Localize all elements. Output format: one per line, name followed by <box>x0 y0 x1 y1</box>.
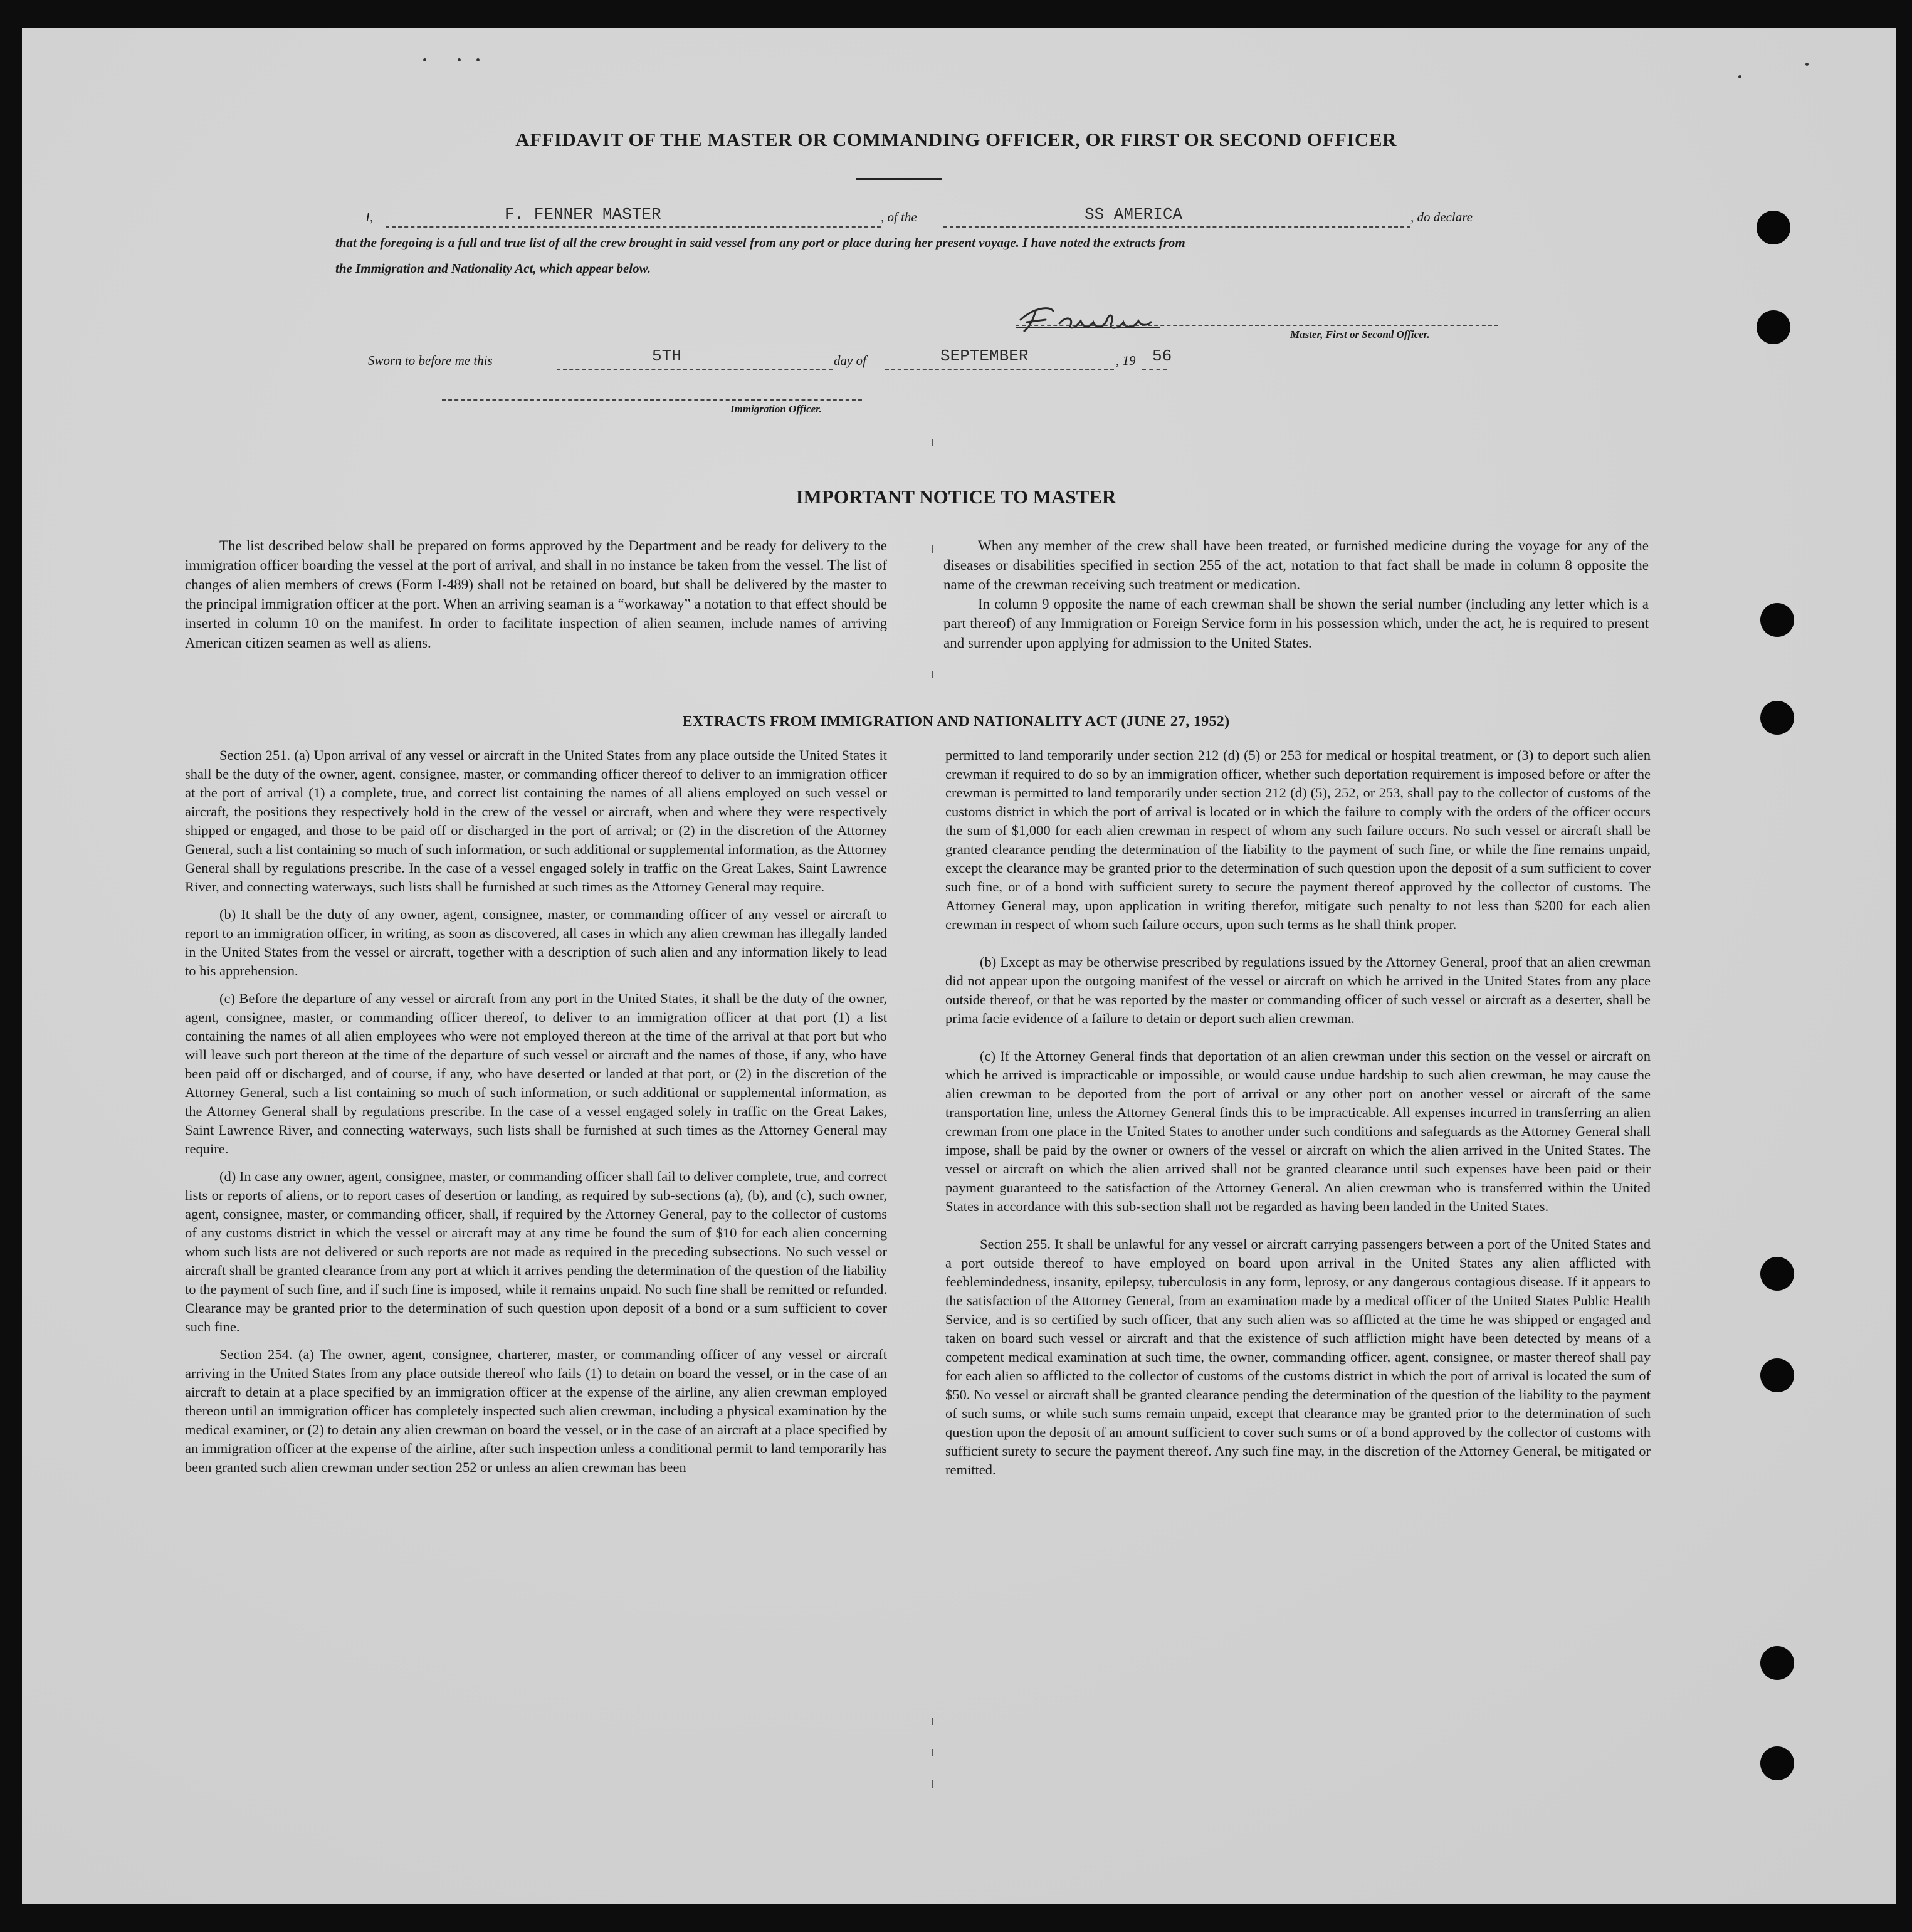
extracts-right-column <box>945 746 1651 1488</box>
sworn-label: Sworn to before me this <box>368 353 493 368</box>
sworn-month: SEPTEMBER <box>940 347 1029 365</box>
year-line <box>1142 369 1167 370</box>
binder-hole <box>1760 1646 1794 1680</box>
officer-name-line <box>386 226 881 228</box>
section-254a-continued: permitted to land temporarily under section 212 (d) (5) or 253 for medical or hospital treatment, or (3) to deport such alien crewman if required to do so by an immigration officer, whether such deportation requirement is imposed before or after the crewman is permitted to land temporarily under section 212 (d) (5), 252, or 253, shall pay to the collector of customs of the customs district in which the port of arrival is located or in which the failure to comply with the orders of the officer occurs the sum of $1,000 for each alien crewman in respect of whom any such failure occurs. No such vessel or aircraft shall be granted clearance pending the determination of the liability to the payment of such fine, or while the fine remains unpaid, except the clearance may be granted prior to the determination of such question upon the deposit of a sum sufficient to cover such fine, or of a bond with sufficient surety to secure the payment thereof approved by the collector of customs. The Attorney General may, upon application in writing therefor, mitigate such penalty to not less than $200 for each alien crewman in respect of whom such failure occurs, upon such terms as he shall think proper. <box>945 747 1651 932</box>
binder-hole <box>1757 211 1790 244</box>
affidavit-title: AFFIDAVIT OF THE MASTER OR COMMANDING OFFICER, OR FIRST OR SECOND OFFICER <box>515 129 1397 150</box>
do-declare-label: , do declare <box>1410 209 1473 224</box>
notice-left-column <box>185 536 887 661</box>
section-251a: Section 251. (a) Upon arrival of any vessel or aircraft in the United States from any place outside the United States it shall be the duty of the owner, agent, consignee, master, or commanding officer thereof to deliver to an immigration officer at the port of arrival (1) a complete, true, and correct list containing the names of all aliens employed on such vessel or aircraft, the positions they respectively hold in the crew of the vessel or aircraft, when and where they were respectively shipped or engaged, and those to be paid off or discharged in the port of arrival; or (2) in the discretion of the Attorney General, such a list containing so much of such information, or such additional or supplemental information, as the Attorney General shall by regulations prescribe. In the case of a vessel engaged solely in traffic on the Great Lakes, Saint Lawrence River, and connecting waterways, such lists shall be furnished at such times as the Attorney General may require. <box>185 747 887 895</box>
speck <box>423 58 426 61</box>
affidavit-body-line-2: the Immigration and Nationality Act, which appear below. <box>335 261 651 276</box>
notice-right-paragraph-2: In column 9 opposite the name of each crewman shall be shown the serial number (including any letter which is a part thereof) of any Immigration or Foreign Service form in his possession which, under the act, he is required to present and surrender upon applying for admission to the United States. <box>943 596 1649 651</box>
speck <box>1805 63 1809 66</box>
day-of-label: day of <box>834 353 866 368</box>
binder-hole <box>1760 1746 1794 1780</box>
speck <box>1738 75 1741 78</box>
signature-line <box>1016 325 1498 326</box>
binder-hole <box>1760 1257 1794 1291</box>
sworn-month-line <box>885 369 1114 370</box>
column-tick <box>932 439 933 446</box>
extracts-left-column <box>185 746 887 1486</box>
of-the-label: , of the <box>881 209 917 224</box>
sworn-day: 5TH <box>652 347 681 365</box>
column-tick <box>932 671 933 678</box>
sworn-year: 56 <box>1152 347 1172 365</box>
column-tick <box>932 1780 933 1788</box>
section-251b: (b) It shall be the duty of any owner, agent, consignee, master, or commanding officer of any vessel or aircraft to report to an immigration officer, in writing, as soon as discovered, all cases in which any alien crewman has illegally landed in the United States from the vessel or aircraft, together with a description of such alien and any information likely to lead to his apprehension. <box>185 906 887 979</box>
speck <box>458 58 461 61</box>
binder-hole <box>1757 310 1790 344</box>
handwritten-signature <box>1016 301 1197 339</box>
vessel-name-line <box>943 226 1410 228</box>
notice-right-paragraph-1: When any member of the crew shall have been treated, or furnished medicine during the voyage for any of the diseases or disabilities specified in section 255 of the act, notation to that fact shall be made in column 8 opposite the name of the crewman receiving such treatment or medication. <box>943 538 1649 592</box>
extracts-title: EXTRACTS FROM IMMIGRATION AND NATIONALITY ACT (JUNE 27, 1952) <box>682 713 1230 730</box>
affidavit-body <box>335 230 1558 281</box>
affidavit-body-line-1: that the foregoing is a full and true list of all the crew brought in said vessel from any port or place during her present voyage. I have noted the extracts from <box>335 235 1185 250</box>
notice-title: IMPORTANT NOTICE TO MASTER <box>796 486 1116 508</box>
binder-hole <box>1760 603 1794 637</box>
section-254c: (c) If the Attorney General finds that deportation of an alien crewman under this section on the vessel or aircraft on which he arrived is impracticable or impossible, or would cause undue hardship to such alien crewman, he may cause the alien crewman to be deported from the port of arrival or any other port on another vessel or aircraft of the same transportation line, unless the Attorney General finds this to be impracticable. All expenses incurred in transferring an alien crewman from one place in the United States to another under such conditions and safeguards as the Attorney General shall impose, shall be paid by the owner or owners of the vessel or aircraft on which the alien arrived in the United States. The vessel or aircraft on which the alien arrived shall not be granted clearance until such expenses have been paid or their payment guaranteed to the satisfaction of the Attorney General. An alien crewman who is transferred within the United States in accordance with this sub-section shall not be regarded as having been landed in the United States. <box>945 1048 1651 1214</box>
sworn-day-line <box>557 369 833 370</box>
binder-hole <box>1760 1358 1794 1392</box>
section-254a: Section 254. (a) The owner, agent, consignee, charterer, master, or commanding officer of any vessel or aircraft arriving in the United States from any place outside thereof who fails (1) to detain on board the vessel, or in the case of an aircraft to detain at a place specified by an immigration officer at the expense of the airline, any alien crewman employed thereon until an immigration officer has completely inspected such alien crewman, including a physical examination by the medical examiner, or (2) to detain any alien crewman on board the vessel, or in the case of an aircraft at a place specified by an immigration officer at the expense of the airline, after such inspection unless a conditional permit to land temporarily has been granted such alien crewman under section 252 or unless an alien crewman has been <box>185 1347 887 1475</box>
year-prefix: , 19 <box>1116 353 1136 368</box>
title-underline <box>856 178 942 180</box>
column-tick <box>932 1749 933 1756</box>
speck <box>476 58 480 61</box>
vessel-name: SS AMERICA <box>1085 205 1183 224</box>
signer-caption: Master, First or Second Officer. <box>1290 328 1430 340</box>
column-tick <box>932 1718 933 1725</box>
notice-right-column <box>943 536 1649 661</box>
section-255: Section 255. It shall be unlawful for any vessel or aircraft carrying passengers between a port of the United States and a port outside thereof to have employed on board upon arrival in the United States any alien afflicted with feeblemindedness, insanity, epilepsy, tuberculosis in any form, leprosy, or any dangerous contagious disease. If it appears to the satisfaction of the Attorney General, from an examination made by a medical officer of the United States Public Health Service, and is so certified by such officer, that any such alien was so afflicted at the time he was shipped or engaged and taken on board such vessel or aircraft and that the existence of such affliction might have been detected by means of a competent medical examination at such time, the owner, commanding officer, agent, consignee, or master thereof shall pay for each alien so afflicted to the collector of customs of the customs district in which the port of arrival is located the sum of $50. No vessel or aircraft shall be granted clearance pending the determination of the question of the liability to the payment of such sums, or while such sums remain unpaid, except that clearance may be granted prior to the determination of such question upon the deposit of an amount sufficient to cover such sums or of a bond approved by the collector of customs with sufficient surety to secure the payment thereof. Any such fine may, in the discretion of the Attorney General, be mitigated or remitted. <box>945 1236 1651 1478</box>
section-251d: (d) In case any owner, agent, consignee, master, or commanding officer shall fail to deliver complete, true, and correct lists or reports of aliens, or to report cases of desertion or landing, as required by sub-sections (a), (b), and (c), such owner, agent, consignee, master, or commanding officer, shall, if required by the Attorney General, pay to the collector of customs of any customs district in which the vessel or aircraft may at any time be found the sum of $10 for each alien concerning whom such lists are not delivered or such reports are not made as required in the preceding subsections. No such vessel or aircraft shall be granted clearance from any port at which it arrives pending the determination of the question of the liability to the payment of such fine, and if such fine is imposed, while it remains unpaid. No such fine shall be remitted or refunded. Clearance may be granted prior to the determination of such question upon deposit of a bond or a sum sufficient to cover such fine. <box>185 1168 887 1335</box>
immigration-officer-line <box>442 399 862 401</box>
officer-name: F. FENNER MASTER <box>505 205 661 224</box>
section-251c: (c) Before the departure of any vessel or aircraft from any port in the United States, it shall be the duty of the owner, agent, consignee, master, or commanding officer thereof, to deliver to an immigration officer at that port (1) a list containing the names of all alien employees who were not employed thereon at the time of the arrival at that port but who will leave such port thereon at the time of the departure of such vessel or aircraft and the names of those, if any, who have been paid off or discharged, and of course, if any, who have deserted or landed at that port, or (2) in the discretion of the Attorney General, such a list containing so much of such information, or such additional or supplemental information, as the Attorney General shall by regulations prescribe. In the case of a vessel engaged solely in traffic on the Great Lakes, Saint Lawrence River, and connecting waterways, such lists shall be furnished at such times as the Attorney General may require. <box>185 990 887 1157</box>
i-label: I, <box>365 209 374 224</box>
section-254b: (b) Except as may be otherwise prescribed by regulations issued by the Attorney General, proof that an alien crewman did not appear upon the outgoing manifest of the vessel or aircraft on which he arrived in the United States from any place outside thereof, or that he was reported by the master or commanding officer of such vessel or aircraft as a deserter, shall be prima facie evidence of a failure to detain or deport such alien crewman. <box>945 954 1651 1026</box>
notice-left-paragraph: The list described below shall be prepared on forms approved by the Department and be ready for delivery to the immigration officer boarding the vessel at the port of arrival, and shall in no instance be taken from the vessel. The list of changes of alien members of crews (Form I-489) shall not be retained on board, but shall be delivered by the master to the principal immigration officer at the port. When an arriving seaman is a “workaway” a notation to that effect should be inserted in column 10 on the manifest. In order to facilitate inspection of alien seamen, include names of arriving American citizen seamen as well as aliens. <box>185 538 887 651</box>
column-tick <box>932 545 933 553</box>
immigration-officer-caption: Immigration Officer. <box>730 403 822 415</box>
